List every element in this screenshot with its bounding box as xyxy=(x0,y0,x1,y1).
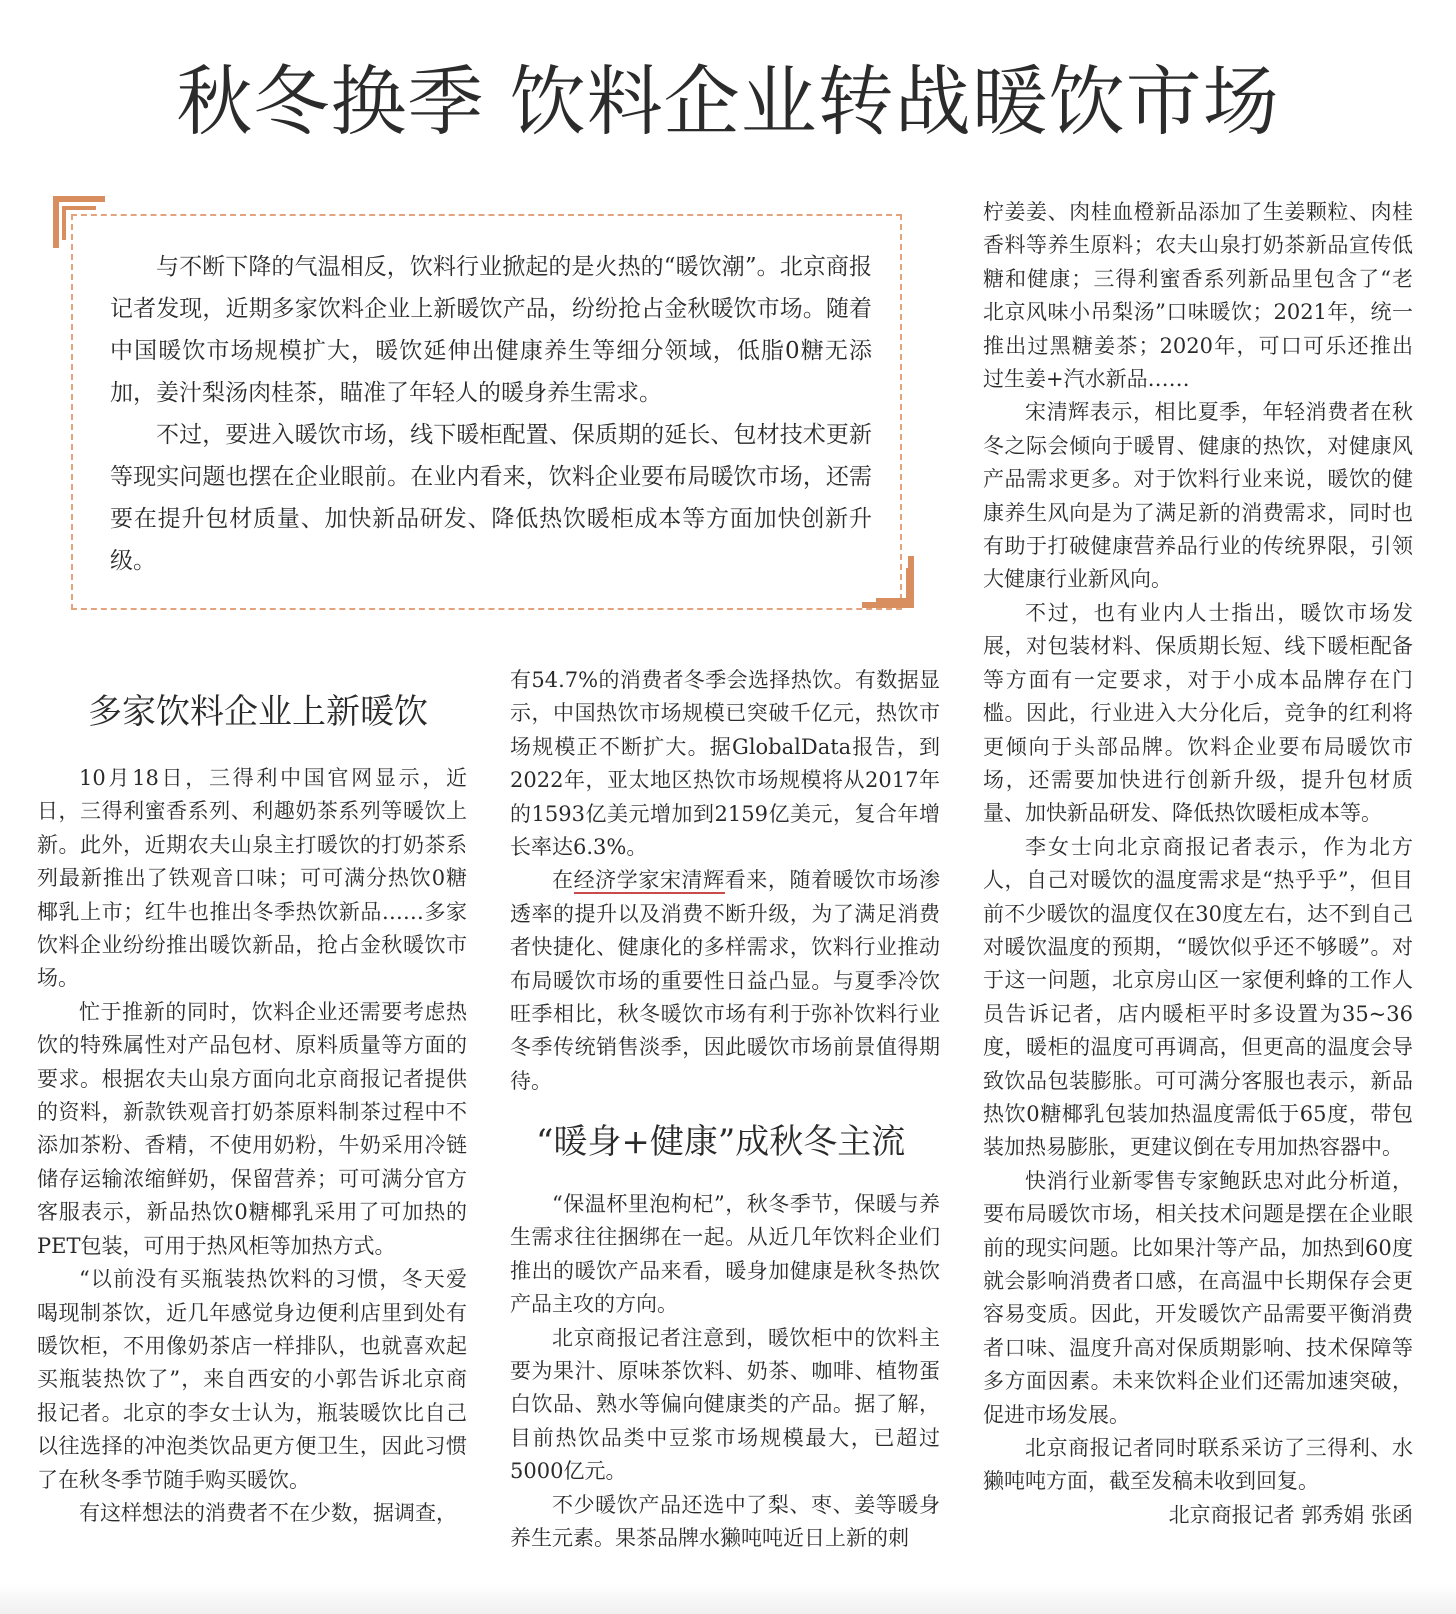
body-paragraph: 10月18日，三得利中国官网显示，近日，三得利蜜香系列、利趣奶茶系列等暖饮上新。此外，近期农夫山泉主打暖饮的打奶茶系列最新推出了铁观音口味；可可满分热饮0糖椰乳上市；红牛也推出冬季热饮新品……多家饮料企业纷纷推出暖饮新品，抢占金秋暖饮市场。 xyxy=(37,766,467,991)
text-run: 在 xyxy=(552,868,574,893)
section-heading: “暖身+健康”成秋冬主流 xyxy=(536,1122,906,1162)
body-paragraph xyxy=(510,864,940,1098)
lead-summary xyxy=(110,246,872,582)
body-paragraph: 忙于推新的同时，饮料企业还需要考虑热饮的特殊属性对产品包材、原料质量等方面的要求。根据农夫山泉方面向北京商报记者提供的资料，新款铁观音打奶茶原料制茶过程中不添加茶粉、香精，不使用奶粉，牛奶采用冷链储存运输浓缩鲜奶，保留营养；可可满分官方客服表示，新品热饮0糖椰乳采用了可加热的PET包装，可用于热风柜等加热方式。 xyxy=(37,999,467,1258)
body-paragraph: 不少暖饮产品还选中了梨、枣、姜等暖身养生元素。果茶品牌水獭吨吨近日上新的刺 xyxy=(510,1492,940,1551)
corner-ornament-bottom-right-inner xyxy=(876,568,910,602)
body-paragraph: “以前没有买瓶装热饮料的习惯，冬天爱喝现制茶饮，近几年感觉身边便利店里到处有暖饮柜，不用像奶茶店一样排队，也就喜欢起买瓶装热饮了”，来自西安的小郭告诉北京商报记者。北京的李女士认为，瓶装暖饮比自己以往选择的冲泡类饮品更方便卫生，因此习惯了在秋冬季节随手购买暖饮。 xyxy=(37,1267,467,1492)
section-heading: 多家饮料企业上新暖饮 xyxy=(88,692,428,732)
underlined-name: 经济学家宋清辉 xyxy=(573,868,725,893)
body-paragraph: 北京商报记者同时联系采访了三得利、水獭吨吨方面，截至发稿未收到回复。 xyxy=(983,1436,1413,1494)
headline: 秋冬换季 饮料企业转战暖饮市场 xyxy=(176,57,1280,146)
column-3 xyxy=(983,196,1413,1532)
body-paragraph: 有这样想法的消费者不在少数，据调查， xyxy=(79,1500,457,1525)
lead-paragraph: 与不断下降的气温相反，饮料行业掀起的是火热的“暖饮潮”。北京商报记者发现，近期多家饮料企业上新暖饮产品，纷纷抢占金秋暖饮市场。随着中国暖饮市场规模扩大，暖饮延伸出健康养生等细分领域，低脂0糖无添加，姜汁梨汤肉桂茶，瞄准了年轻人的暖身养生需求。 xyxy=(110,254,872,406)
body-paragraph: 宋清辉表示，相比夏季，年轻消费者在秋冬之际会倾向于暖胃、健康的热饮，对健康风产品需求更多。对于饮料行业来说，暖饮的健康养生风向是为了满足新的消费需求，同时也有助于打破健康营养品行业的传统界限，引领大健康行业新风向。 xyxy=(983,400,1413,592)
lead-paragraph: 不过，要进入暖饮市场，线下暖柜配置、保质期的延长、包材技术更新等现实问题也摆在企业眼前。在业内看来，饮料企业要布局暖饮市场，还需要在提升包材质量、加快新品研发、降低热饮暖柜成本等方面加快创新升级。 xyxy=(110,422,872,574)
body-paragraph: 北京商报记者注意到，暖饮柜中的饮料主要为果汁、原味茶饮料、奶茶、咖啡、植物蛋白饮品、熟水等偏向健康类的产品。据了解，目前热饮品类中豆浆市场规模最大，已超过5000亿元。 xyxy=(510,1325,940,1484)
byline: 北京商报记者 郭秀娟 张函 xyxy=(1168,1502,1413,1527)
column-2-top xyxy=(510,664,940,1098)
column-2-bottom xyxy=(510,1188,940,1555)
body-paragraph: 柠姜姜、肉桂血橙新品添加了生姜颗粒、肉桂香料等养生原料；农夫山泉打奶茶新品宣传低糖和健康；三得利蜜香系列新品里包含了“老北京风味小吊梨汤”口味暖饮；2021年，统一推出过黑糖姜茶；2020年，可口可乐还推出过生姜+汽水新品…… xyxy=(983,200,1413,392)
body-paragraph: 李女士向北京商报记者表示，作为北方人，自己对暖饮的温度需求是“热乎乎”，但目前不少暖饮的温度仅在30度左右，达不到自己对暖饮温度的预期，“暖饮似乎还不够暖”。对于这一问题，北京房山区一家便利蜂的工作人员告诉记者，店内暖柜平时多设置为35~36度，暖柜的温度可再调高，但更高的温度会导致饮品包装膨胀。可可满分客服也表示，新品热饮0糖椰乳包装加热温度需低于65度，带包装加热易膨胀，更建议倒在专用加热容器中。 xyxy=(983,834,1413,1160)
corner-ornament-top-left-inner xyxy=(62,206,96,240)
page-bottom-edge xyxy=(0,1584,1456,1614)
body-paragraph: 有54.7%的消费者冬季会选择热饮。有数据显示，中国热饮市场规模已突破千亿元，热饮市场规模正不断扩大。据GlobalData报告，到2022年，亚太地区热饮市场规模将从2017年的1593亿美元增加到2159亿美元，复合年增长率达6.3%。 xyxy=(510,668,940,860)
column-1 xyxy=(37,762,467,1530)
body-paragraph: 快消行业新零售专家鲍跃忠对此分析道，要布局暖饮市场，相关技术问题是摆在企业眼前的现实问题。比如果汁等产品，加热到60度就会影响消费者口感，在高温中长期保存会更容易变质。因此，开发暖饮产品需要平衡消费者口味、温度升高对保质期影响、技术保障等多方面因素。未来饮料企业们还需加速突破，促进市场发展。 xyxy=(983,1168,1413,1427)
body-paragraph: “保温杯里泡枸杞”，秋冬季节，保暖与养生需求往往捆绑在一起。从近几年饮料企业们推出的暖饮产品来看，暖身加健康是秋冬热饮产品主攻的方向。 xyxy=(510,1192,940,1317)
body-paragraph: 不过，也有业内人士指出，暖饮市场发展，对包装材料、保质期长短、线下暖柜配备等方面有一定要求，对于小成本品牌存在门槛。因此，行业进入大分化后，竞争的红利将更倾向于头部品牌。饮料企业要布局暖饮市场，还需要加快进行创新升级，提升包材质量、加快新品研发、降低热饮暖柜成本等。 xyxy=(983,600,1413,826)
text-run: 看来，随着暖饮市场渗透率的提升以及消费不断升级，为了满足消费者快捷化、健康化的多样需求，饮料行业推动布局暖饮市场的重要性日益凸显。与夏季冷饮旺季相比，秋冬暖饮市场有利于弥补饮料行业冬季传统销售淡季，因此暖饮市场前景值得期待。 xyxy=(510,868,941,1093)
